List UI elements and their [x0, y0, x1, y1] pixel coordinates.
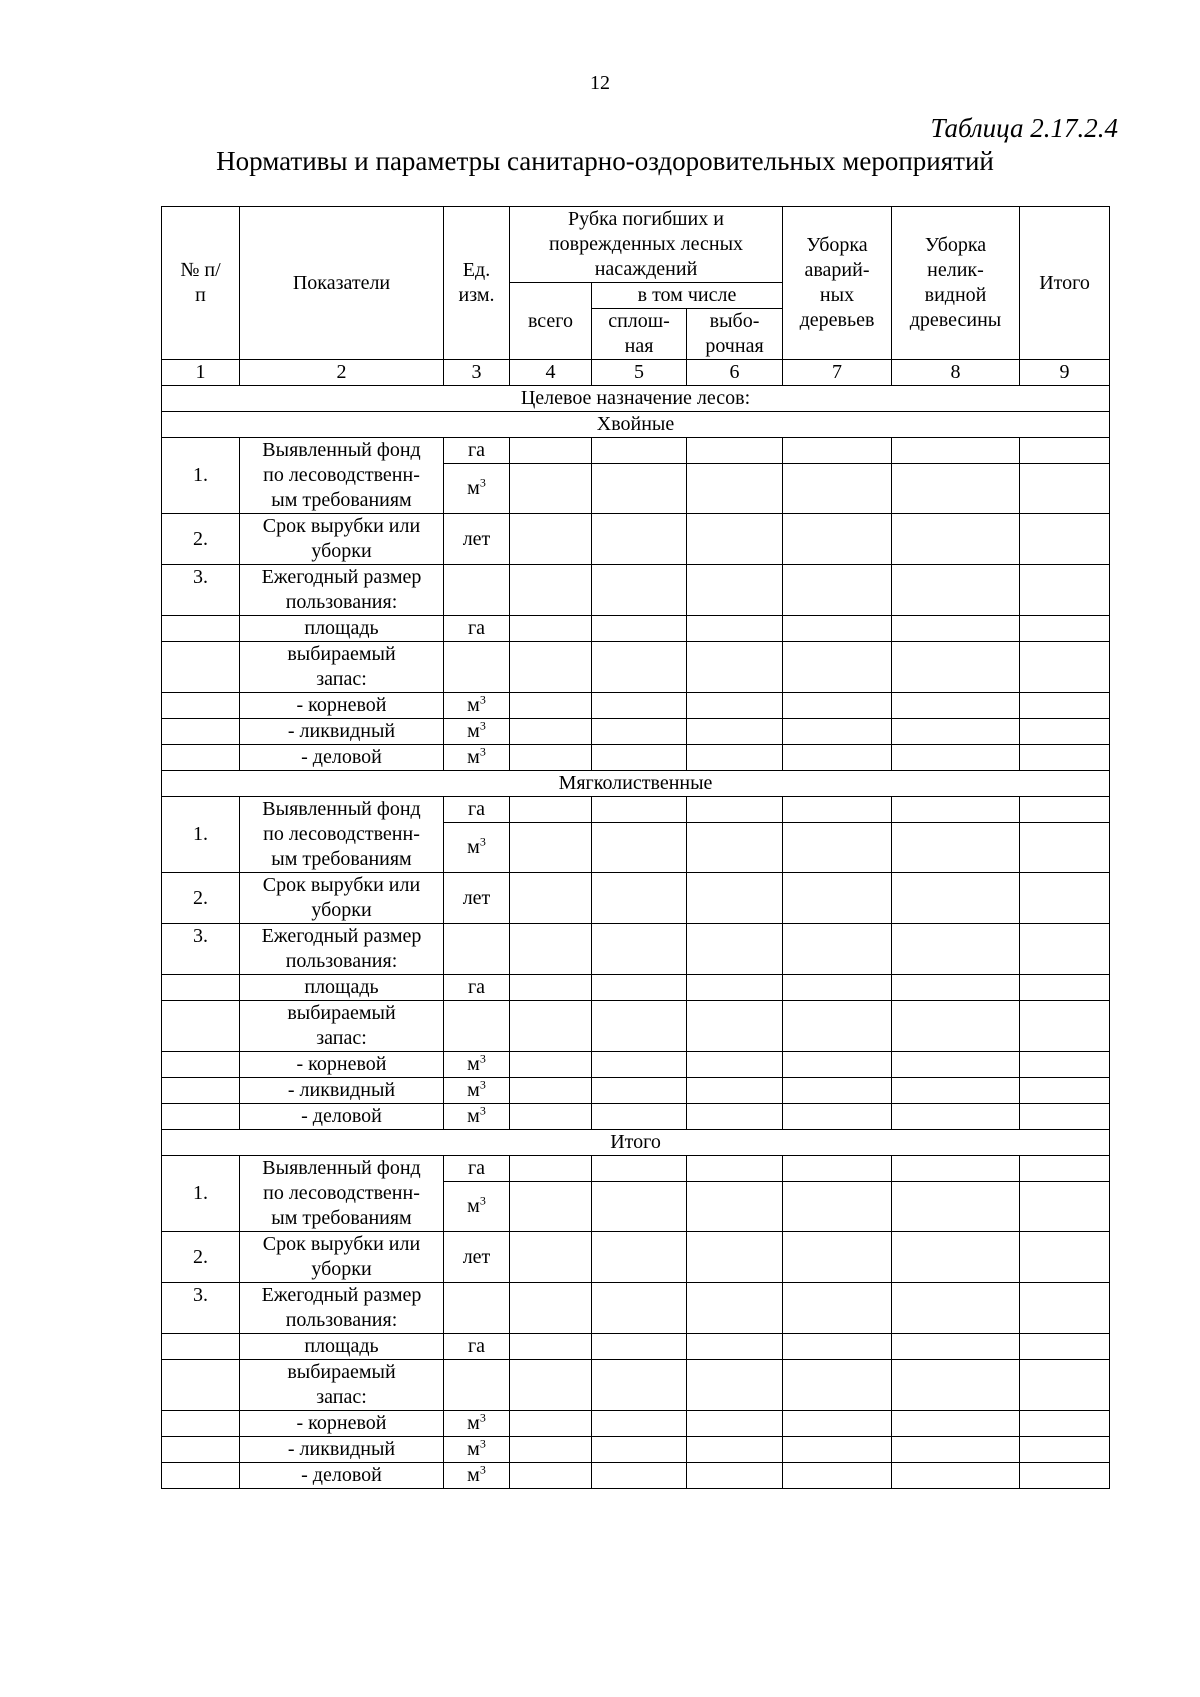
empty-cell: [687, 745, 783, 771]
empty-cell: [783, 1156, 892, 1182]
empty-cell: [1020, 924, 1110, 975]
unit-cell: лет: [444, 873, 510, 924]
empty-cell: [1020, 1104, 1110, 1130]
empty-cell: [510, 1001, 592, 1052]
empty-cell: [687, 797, 783, 823]
empty-cell: [592, 745, 687, 771]
column-number: 9: [1020, 360, 1110, 386]
table-row: [162, 1156, 1110, 1182]
row-number: [162, 1360, 240, 1411]
empty-cell: [783, 975, 892, 1001]
header-total: Итого: [1020, 207, 1110, 360]
empty-cell: [783, 873, 892, 924]
indicator-cell: Срок вырубки или уборки: [240, 514, 444, 565]
empty-cell: [510, 693, 592, 719]
unit-cell: $м^3$: [444, 1104, 510, 1130]
empty-cell: [592, 1052, 687, 1078]
empty-cell: [1020, 1001, 1110, 1052]
empty-cell: [892, 1283, 1020, 1334]
purpose-row: [162, 386, 1110, 412]
indicator-cell: Выявленный фонд по лесоводственн- ым требованиям: [240, 1156, 444, 1232]
empty-cell: [592, 464, 687, 514]
empty-cell: [592, 1437, 687, 1463]
table-row: [162, 438, 1110, 464]
empty-cell: [510, 1156, 592, 1182]
indicator-cell: - деловой: [240, 1104, 444, 1130]
column-number: 5: [592, 360, 687, 386]
empty-cell: [592, 924, 687, 975]
empty-cell: [687, 719, 783, 745]
empty-cell: [592, 514, 687, 565]
empty-cell: [510, 438, 592, 464]
table-row: [162, 565, 1110, 616]
empty-cell: [510, 464, 592, 514]
empty-cell: [783, 464, 892, 514]
empty-cell: [1020, 1437, 1110, 1463]
indicator-cell: - ликвидный: [240, 719, 444, 745]
empty-cell: [1020, 565, 1110, 616]
empty-cell: [687, 1411, 783, 1437]
header-felling: Рубка погибших и поврежденных лесных насаждений: [510, 207, 783, 283]
row-number: 3.: [162, 565, 240, 616]
empty-cell: [592, 565, 687, 616]
unit-cell: [444, 924, 510, 975]
table-row: [162, 1463, 1110, 1489]
indicator-cell: выбираемый запас:: [240, 642, 444, 693]
empty-cell: [510, 823, 592, 873]
empty-cell: [687, 1232, 783, 1283]
header-num: № п/ п: [162, 207, 240, 360]
unit-cell: га: [444, 975, 510, 1001]
empty-cell: [892, 464, 1020, 514]
empty-cell: [1020, 1463, 1110, 1489]
indicator-cell: - корневой: [240, 1052, 444, 1078]
row-number: [162, 1463, 240, 1489]
purpose-label: Целевое назначение лесов:: [162, 386, 1110, 412]
empty-cell: [1020, 1411, 1110, 1437]
norms-table: [161, 206, 1110, 1489]
empty-cell: [1020, 1078, 1110, 1104]
table-row: [162, 1052, 1110, 1078]
table-row: [162, 975, 1110, 1001]
empty-cell: [892, 1334, 1020, 1360]
empty-cell: [783, 1360, 892, 1411]
row-number: [162, 1411, 240, 1437]
empty-cell: [783, 1232, 892, 1283]
header-clear: сплош- ная: [592, 309, 687, 360]
empty-cell: [783, 616, 892, 642]
table-row: [162, 873, 1110, 924]
empty-cell: [783, 1052, 892, 1078]
row-number: 1.: [162, 797, 240, 873]
empty-cell: [892, 1156, 1020, 1182]
row-number: 2.: [162, 1232, 240, 1283]
unit-cell: $м^3$: [444, 464, 510, 514]
empty-cell: [783, 642, 892, 693]
indicator-cell: площадь: [240, 616, 444, 642]
empty-cell: [687, 924, 783, 975]
empty-cell: [892, 616, 1020, 642]
empty-cell: [592, 797, 687, 823]
empty-cell: [687, 975, 783, 1001]
table-row: [162, 693, 1110, 719]
empty-cell: [592, 1078, 687, 1104]
empty-cell: [892, 438, 1020, 464]
empty-cell: [783, 719, 892, 745]
column-number: 8: [892, 360, 1020, 386]
column-number: 3: [444, 360, 510, 386]
unit-cell: $м^3$: [444, 1463, 510, 1489]
unit-cell: $м^3$: [444, 1411, 510, 1437]
empty-cell: [510, 1334, 592, 1360]
empty-cell: [892, 797, 1020, 823]
column-number: 1: [162, 360, 240, 386]
row-number: [162, 975, 240, 1001]
empty-cell: [687, 438, 783, 464]
empty-cell: [510, 1104, 592, 1130]
header-nonliquid: Уборка нелик- видной древесины: [892, 207, 1020, 360]
empty-cell: [1020, 693, 1110, 719]
empty-cell: [783, 823, 892, 873]
unit-cell: $м^3$: [444, 719, 510, 745]
empty-cell: [687, 1283, 783, 1334]
empty-cell: [510, 1232, 592, 1283]
empty-cell: [592, 1334, 687, 1360]
indicator-cell: Срок вырубки или уборки: [240, 1232, 444, 1283]
indicator-cell: Ежегодный размер пользования:: [240, 565, 444, 616]
column-number: 7: [783, 360, 892, 386]
empty-cell: [510, 1052, 592, 1078]
empty-cell: [592, 642, 687, 693]
empty-cell: [510, 975, 592, 1001]
empty-cell: [592, 1463, 687, 1489]
section-label: Хвойные: [162, 412, 1110, 438]
empty-cell: [1020, 719, 1110, 745]
table-row: [162, 719, 1110, 745]
empty-cell: [592, 693, 687, 719]
empty-cell: [592, 823, 687, 873]
table-row: [162, 1411, 1110, 1437]
header-unit: Ед. изм.: [444, 207, 510, 360]
empty-cell: [892, 565, 1020, 616]
indicator-cell: выбираемый запас:: [240, 1001, 444, 1052]
table-row: [162, 924, 1110, 975]
empty-cell: [892, 1360, 1020, 1411]
indicator-cell: выбираемый запас:: [240, 1360, 444, 1411]
table-row: [162, 1360, 1110, 1411]
empty-cell: [510, 719, 592, 745]
row-number: [162, 1052, 240, 1078]
empty-cell: [687, 693, 783, 719]
unit-cell: [444, 1001, 510, 1052]
empty-cell: [892, 514, 1020, 565]
empty-cell: [1020, 1156, 1110, 1182]
table-row: [162, 745, 1110, 771]
empty-cell: [510, 514, 592, 565]
empty-cell: [510, 616, 592, 642]
empty-cell: [687, 514, 783, 565]
row-number: [162, 1078, 240, 1104]
table-row: [162, 1437, 1110, 1463]
empty-cell: [1020, 1052, 1110, 1078]
empty-cell: [510, 1437, 592, 1463]
empty-cell: [510, 1411, 592, 1437]
empty-cell: [592, 438, 687, 464]
empty-cell: [687, 1437, 783, 1463]
empty-cell: [1020, 1360, 1110, 1411]
unit-cell: га: [444, 1156, 510, 1182]
empty-cell: [783, 1463, 892, 1489]
empty-cell: [892, 924, 1020, 975]
section-row: [162, 412, 1110, 438]
unit-cell: га: [444, 616, 510, 642]
empty-cell: [892, 745, 1020, 771]
empty-cell: [892, 1104, 1020, 1130]
empty-cell: [892, 1182, 1020, 1232]
empty-cell: [687, 1334, 783, 1360]
empty-cell: [892, 1437, 1020, 1463]
column-number: 2: [240, 360, 444, 386]
unit-cell: [444, 565, 510, 616]
header-including: в том числе: [592, 283, 783, 309]
empty-cell: [687, 642, 783, 693]
row-number: [162, 642, 240, 693]
table-row: [162, 1232, 1110, 1283]
indicator-cell: площадь: [240, 975, 444, 1001]
empty-cell: [783, 1283, 892, 1334]
empty-cell: [592, 719, 687, 745]
empty-cell: [687, 1360, 783, 1411]
empty-cell: [783, 1182, 892, 1232]
empty-cell: [510, 1463, 592, 1489]
empty-cell: [892, 719, 1020, 745]
header-emergency: Уборка аварий- ных деревьев: [783, 207, 892, 360]
table-row: [162, 1334, 1110, 1360]
empty-cell: [783, 693, 892, 719]
row-number: 1.: [162, 1156, 240, 1232]
empty-cell: [592, 1001, 687, 1052]
unit-cell: [444, 642, 510, 693]
indicator-cell: Выявленный фонд по лесоводственн- ым требованиям: [240, 438, 444, 514]
empty-cell: [892, 642, 1020, 693]
unit-cell: $м^3$: [444, 745, 510, 771]
empty-cell: [510, 565, 592, 616]
table-row: [162, 797, 1110, 823]
indicator-cell: Ежегодный размер пользования:: [240, 924, 444, 975]
empty-cell: [592, 1156, 687, 1182]
row-number: [162, 616, 240, 642]
unit-cell: лет: [444, 514, 510, 565]
row-number: [162, 1104, 240, 1130]
table-row: [162, 1001, 1110, 1052]
unit-cell: $м^3$: [444, 823, 510, 873]
row-number: [162, 693, 240, 719]
empty-cell: [687, 1463, 783, 1489]
empty-cell: [510, 745, 592, 771]
empty-cell: [592, 1283, 687, 1334]
empty-cell: [783, 797, 892, 823]
table-row: [162, 1078, 1110, 1104]
empty-cell: [687, 1182, 783, 1232]
empty-cell: [1020, 745, 1110, 771]
row-number: [162, 719, 240, 745]
header-row: [162, 207, 1110, 283]
empty-cell: [783, 514, 892, 565]
empty-cell: [592, 1182, 687, 1232]
empty-cell: [687, 1156, 783, 1182]
empty-cell: [783, 1104, 892, 1130]
empty-cell: [1020, 514, 1110, 565]
indicator-cell: Срок вырубки или уборки: [240, 873, 444, 924]
empty-cell: [1020, 616, 1110, 642]
column-number: 6: [687, 360, 783, 386]
empty-cell: [892, 1052, 1020, 1078]
empty-cell: [892, 1078, 1020, 1104]
empty-cell: [510, 1283, 592, 1334]
row-number: 2.: [162, 514, 240, 565]
empty-cell: [510, 797, 592, 823]
section-label: Итого: [162, 1130, 1110, 1156]
empty-cell: [592, 1232, 687, 1283]
empty-cell: [783, 924, 892, 975]
empty-cell: [892, 1232, 1020, 1283]
empty-cell: [783, 1078, 892, 1104]
empty-cell: [1020, 464, 1110, 514]
row-number: 2.: [162, 873, 240, 924]
header-indicator: Показатели: [240, 207, 444, 360]
empty-cell: [1020, 642, 1110, 693]
empty-cell: [510, 873, 592, 924]
empty-cell: [510, 924, 592, 975]
unit-cell: [444, 1360, 510, 1411]
empty-cell: [687, 1104, 783, 1130]
indicator-cell: - корневой: [240, 693, 444, 719]
table-row: [162, 616, 1110, 642]
empty-cell: [687, 464, 783, 514]
table-row: [162, 514, 1110, 565]
indicator-cell: - ликвидный: [240, 1078, 444, 1104]
unit-cell: $м^3$: [444, 1078, 510, 1104]
empty-cell: [1020, 873, 1110, 924]
row-number: [162, 1334, 240, 1360]
row-number: [162, 1001, 240, 1052]
indicator-cell: - корневой: [240, 1411, 444, 1437]
row-number: 1.: [162, 438, 240, 514]
indicator-cell: площадь: [240, 1334, 444, 1360]
empty-cell: [783, 1411, 892, 1437]
row-number: [162, 745, 240, 771]
empty-cell: [687, 1078, 783, 1104]
column-numbers-row: [162, 360, 1110, 386]
row-number: 3.: [162, 924, 240, 975]
empty-cell: [1020, 1232, 1110, 1283]
table-row: [162, 642, 1110, 693]
page-number: 12: [590, 72, 610, 94]
indicator-cell: - деловой: [240, 1463, 444, 1489]
section-row: [162, 1130, 1110, 1156]
empty-cell: [687, 873, 783, 924]
unit-cell: $м^3$: [444, 693, 510, 719]
empty-cell: [510, 1360, 592, 1411]
indicator-cell: - ликвидный: [240, 1437, 444, 1463]
empty-cell: [510, 1078, 592, 1104]
empty-cell: [1020, 975, 1110, 1001]
unit-cell: $м^3$: [444, 1052, 510, 1078]
empty-cell: [892, 1001, 1020, 1052]
empty-cell: [592, 873, 687, 924]
empty-cell: [783, 438, 892, 464]
empty-cell: [687, 823, 783, 873]
empty-cell: [592, 975, 687, 1001]
indicator-cell: - деловой: [240, 745, 444, 771]
unit-cell: га: [444, 797, 510, 823]
empty-cell: [1020, 823, 1110, 873]
empty-cell: [510, 1182, 592, 1232]
table-row: [162, 1104, 1110, 1130]
empty-cell: [687, 616, 783, 642]
header-selective: выбо- рочная: [687, 309, 783, 360]
empty-cell: [783, 1001, 892, 1052]
empty-cell: [687, 1001, 783, 1052]
unit-cell: га: [444, 438, 510, 464]
empty-cell: [1020, 1182, 1110, 1232]
indicator-cell: Ежегодный размер пользования:: [240, 1283, 444, 1334]
empty-cell: [783, 565, 892, 616]
header-total-felling: всего: [510, 283, 592, 360]
empty-cell: [892, 1463, 1020, 1489]
unit-cell: лет: [444, 1232, 510, 1283]
unit-cell: [444, 1283, 510, 1334]
empty-cell: [592, 1360, 687, 1411]
empty-cell: [1020, 1334, 1110, 1360]
table-row: [162, 1283, 1110, 1334]
empty-cell: [892, 823, 1020, 873]
unit-cell: га: [444, 1334, 510, 1360]
empty-cell: [592, 1104, 687, 1130]
page-title: Нормативы и параметры санитарно-оздоровительных мероприятий: [216, 146, 994, 176]
empty-cell: [892, 693, 1020, 719]
empty-cell: [783, 745, 892, 771]
unit-cell: $м^3$: [444, 1437, 510, 1463]
empty-cell: [892, 1411, 1020, 1437]
empty-cell: [1020, 797, 1110, 823]
empty-cell: [592, 1411, 687, 1437]
empty-cell: [592, 616, 687, 642]
empty-cell: [783, 1437, 892, 1463]
table-label: Таблица 2.17.2.4: [930, 113, 1118, 143]
section-label: Мягколиственные: [162, 771, 1110, 797]
empty-cell: [1020, 438, 1110, 464]
empty-cell: [1020, 1283, 1110, 1334]
indicator-cell: Выявленный фонд по лесоводственн- ым требованиям: [240, 797, 444, 873]
section-row: [162, 771, 1110, 797]
empty-cell: [687, 565, 783, 616]
row-number: 3.: [162, 1283, 240, 1334]
empty-cell: [892, 975, 1020, 1001]
unit-cell: $м^3$: [444, 1182, 510, 1232]
empty-cell: [892, 873, 1020, 924]
row-number: [162, 1437, 240, 1463]
empty-cell: [510, 642, 592, 693]
column-number: 4: [510, 360, 592, 386]
empty-cell: [783, 1334, 892, 1360]
empty-cell: [687, 1052, 783, 1078]
